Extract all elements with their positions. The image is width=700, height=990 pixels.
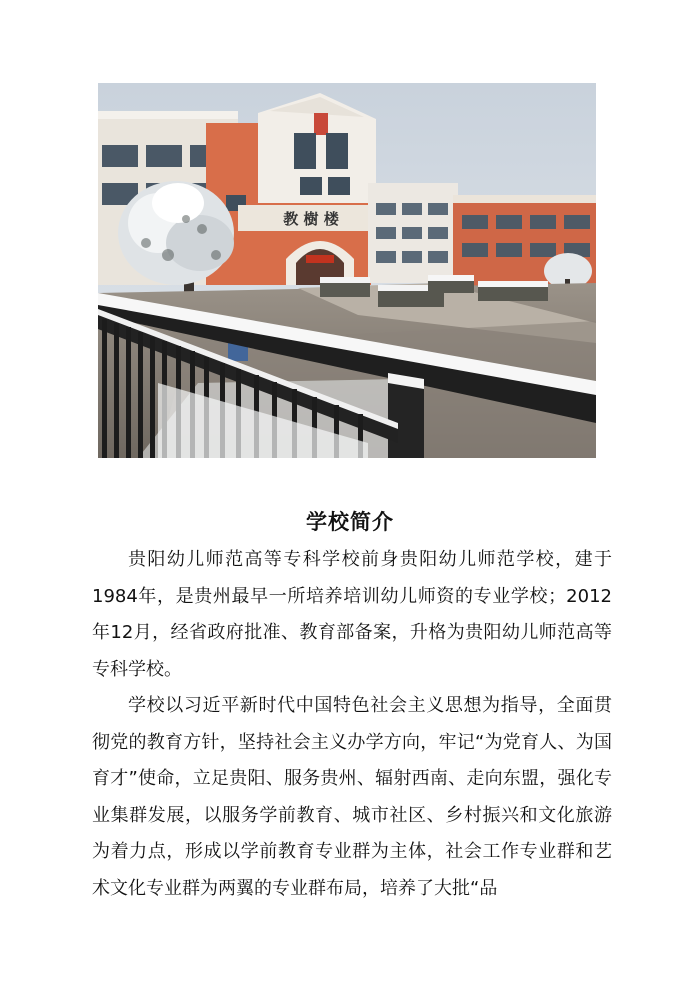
building-sign-text: 教 樹 楼	[283, 210, 339, 228]
section-title: 学校简介	[306, 510, 394, 534]
section-body	[92, 542, 612, 907]
intro-paragraph-2: 学校以习近平新时代中国特色社会主义思想为指导，全面贯彻党的教育方针，坚持社会主义办学方向，牢记“为党育人、为国育才”使命，立足贵阳、服务贵州、辐射西南、走向东盟，强化专业集群发展，以服务学前教育、城市社区、乡村振兴和文化旅游为着力点，形成以学前教育专业群为主体，社会工作专业群和艺术文化专业群为两翼的专业群布局，培养了大批“品	[92, 695, 612, 899]
campus-photo	[98, 83, 596, 458]
campus-snow-scene	[98, 83, 596, 458]
intro-paragraph-1: 贵阳幼儿师范高等专科学校前身贵阳幼儿师范学校，建于1984年，是贵州最早一所培养培训幼儿师资的专业学校；2012年12月，经省政府批准、教育部备案，升格为贵阳幼儿师范高等专科学校。	[92, 549, 612, 680]
